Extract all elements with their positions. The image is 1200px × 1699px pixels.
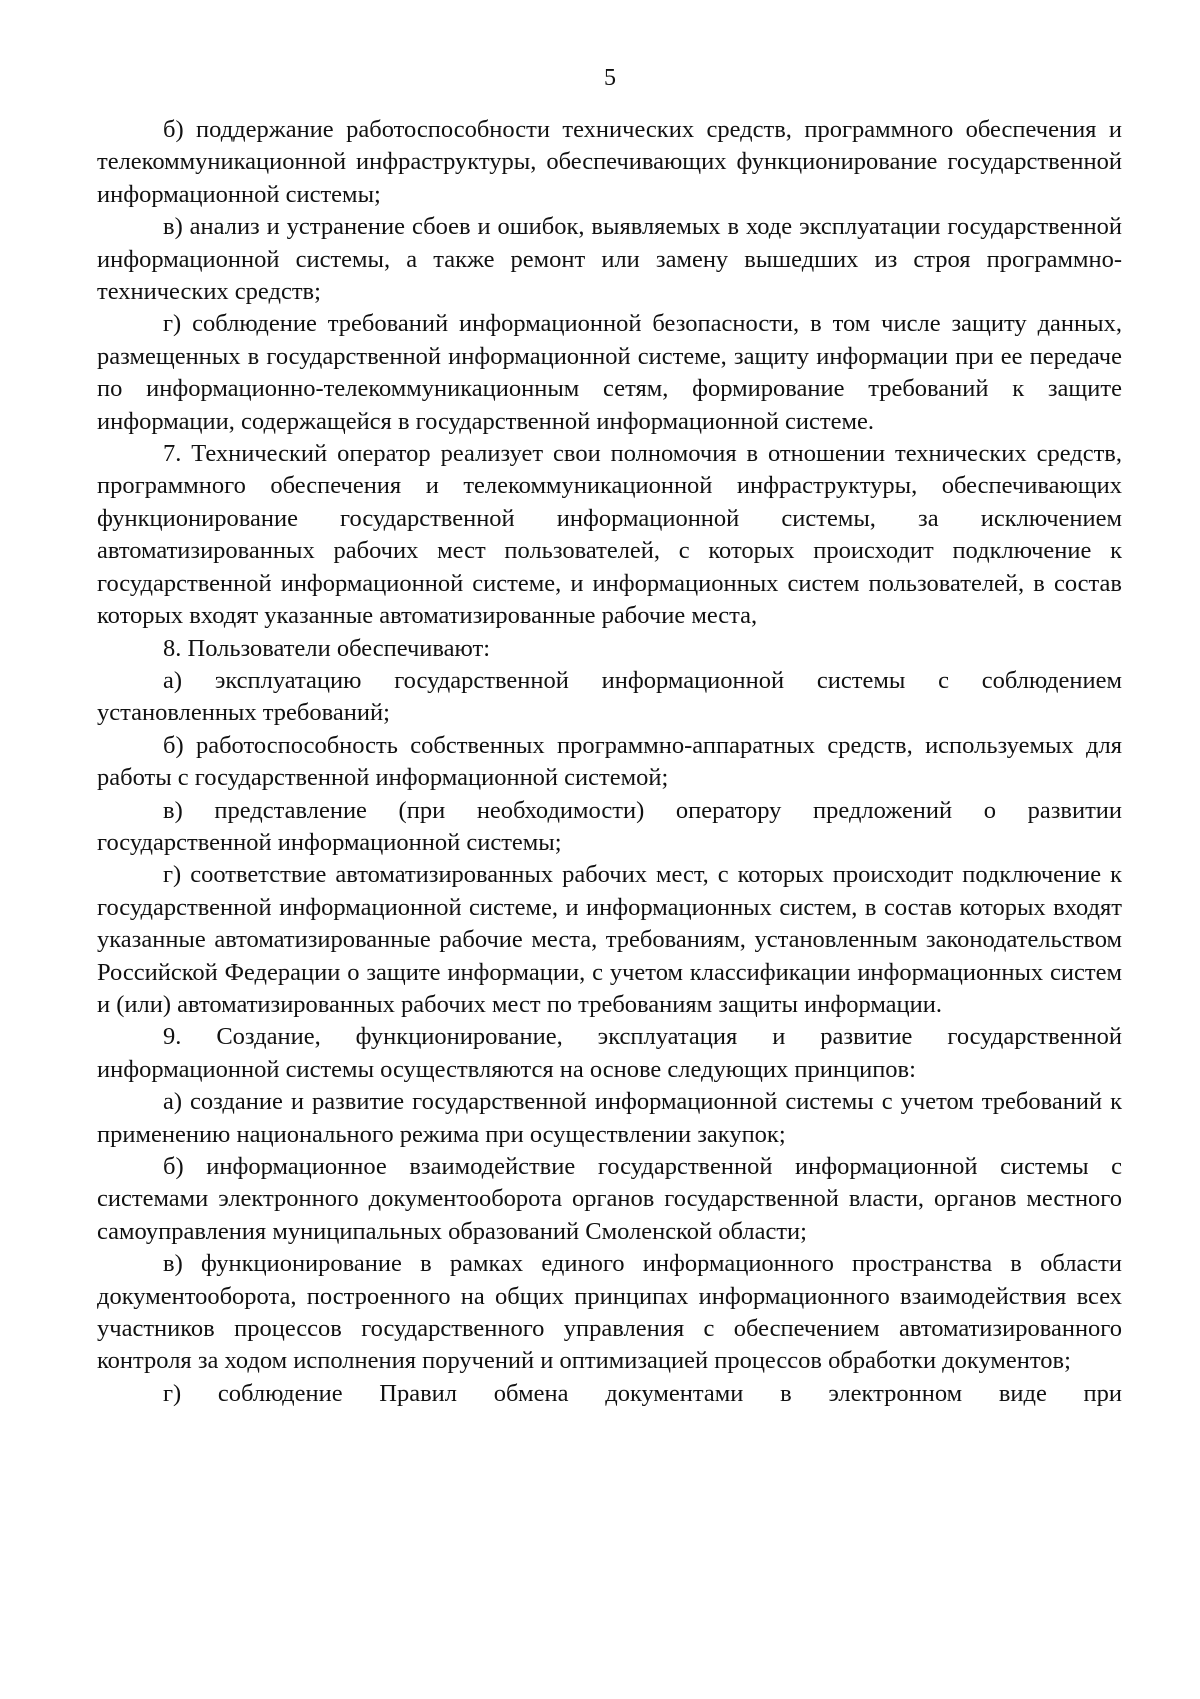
paragraph: г) соблюдение Правил обмена документами в электронном виде при bbox=[163, 1379, 1122, 1407]
paragraph: а) эксплуатацию государственной информационной системы с соблюдением установленных требований; bbox=[97, 666, 1122, 727]
paragraph: 7. Технический оператор реализует свои полномочия в отношении технических средств, программного обеспечения и телекоммуникационной инфраструктуры, обеспечивающих функционирование государственной информационной системы, за исключением автоматизированных рабочих мест пользователей, с которых происходит подключение к государственной информационной системе, и информационных систем пользователей, в состав которых входят указанные автоматизированные рабочие места, bbox=[97, 440, 1122, 630]
paragraph: б) работоспособность собственных программно-аппаратных средств, используемых для работы с государственной информационной системой; bbox=[97, 731, 1122, 792]
document-body bbox=[97, 114, 1122, 1410]
paragraph: в) функционирование в рамках единого информационного пространства в области документооборота, построенного на общих принципах информационного взаимодействия всех участников процессов государственного управления с обеспечением автоматизированного контроля за ходом исполнения поручений и оптимизацией процессов обработки документов; bbox=[97, 1250, 1122, 1375]
paragraph: 8. Пользователи обеспечивают: bbox=[163, 634, 491, 662]
paragraph: б) информационное взаимодействие государственной информационной системы с системами электронного документооборота органов государственной власти, органов местного самоуправления муниципальных образований Смоленской области; bbox=[97, 1153, 1122, 1245]
paragraph: б) поддержание работоспособности технических средств, программного обеспечения и телекоммуникационной инфраструктуры, обеспечивающих функционирование государственной информационной системы; bbox=[97, 116, 1122, 208]
paragraph: 9. Создание, функционирование, эксплуатация и развитие государственной информационной системы осуществляются на основе следующих принципов: bbox=[97, 1023, 1122, 1083]
paragraph: г) соответствие автоматизированных рабочих мест, с которых происходит подключение к государственной информационной системе, и информационных систем, в состав которых входят указанные автоматизированные рабочие места, требованиям, установленным законодательством Российской Федерации о защите информации, с учетом классификации информационных систем и (или) автоматизированных рабочих мест по требованиям защиты информации. bbox=[97, 861, 1122, 1018]
paragraph: а) создание и развитие государственной информационной системы с учетом требований к применению национального режима при осуществлении закупок; bbox=[97, 1088, 1122, 1148]
paragraph: г) соблюдение требований информационной безопасности, в том числе защиту данных, размещенных в государственной информационной системе, защиту информации при ее передаче по информационно-телекоммуникационным сетям, формирование требований к защите информации, содержащейся в государственной информационной системе. bbox=[97, 310, 1122, 435]
paragraph: в) анализ и устранение сбоев и ошибок, выявляемых в ходе эксплуатации государственной информационной системы, а также ремонт или замену вышедших из строя программно-технических средств; bbox=[97, 213, 1122, 306]
page-number: 5 bbox=[604, 65, 616, 91]
paragraph: в) представление (при необходимости) оператору предложений о развитии государственной информационной системы; bbox=[97, 796, 1122, 856]
